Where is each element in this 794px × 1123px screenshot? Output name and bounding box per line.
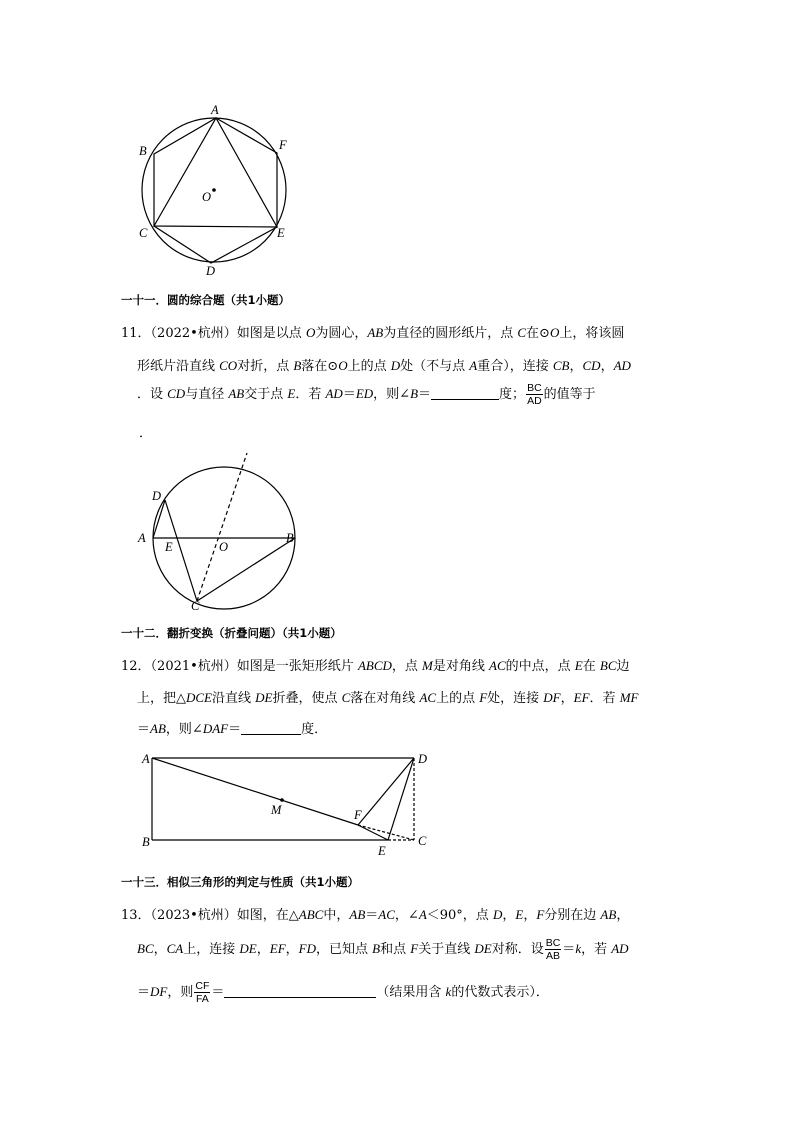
section-title-13: 一十三．相似三角形的判定与性质（共1小题）	[121, 875, 359, 889]
label-a: A	[142, 752, 150, 766]
label-e: E	[378, 844, 386, 858]
label-a: A	[138, 531, 146, 545]
label-c: C	[191, 599, 200, 613]
fraction-cf-fa: $\frac{CF}{FA}$	[195, 980, 210, 1005]
fraction-bc-ab: $\frac{BC}{AB}$	[545, 937, 561, 962]
figure-hexagon-circle	[130, 98, 300, 278]
section-title-11: 一十一．圆的综合题（共1小题）	[121, 293, 290, 307]
label-b: B	[142, 835, 150, 849]
q12-answer-blank[interactable]	[241, 722, 301, 735]
label-o: O	[219, 540, 229, 554]
triangle-ace	[154, 118, 277, 227]
figure-rectangle-fold	[138, 748, 438, 863]
fold-line-co	[197, 453, 247, 601]
q13-line-1: 13．（2023•杭州）如图，在△ABC中，AB＝AC，∠A＜90°，点 D，E，F分别在边 AB，	[121, 907, 630, 923]
label-a: A	[211, 103, 219, 117]
q11-line-4: ．	[139, 426, 153, 441]
rectangle-fold-diagram	[138, 748, 438, 863]
q11-answer-blank-1[interactable]	[431, 387, 499, 400]
figure-circle-fold	[134, 448, 304, 618]
q13-line-3: ＝DF，则 $\frac{CF}{FA}$ ＝ （结果用含 k的代数式表示）．	[137, 980, 549, 1005]
label-d: D	[206, 264, 216, 278]
hexagon-circle-diagram	[130, 98, 300, 278]
q13-answer-blank[interactable]	[224, 985, 376, 998]
label-d: D	[418, 752, 428, 766]
q11-line-2: 形纸片沿直线 CO对折，点 B落在⊙O上的点 D处（不与点 A重合），连接 CB，CD，AD	[137, 358, 631, 374]
midpoint-m-dot	[280, 798, 284, 802]
label-f: F	[279, 138, 287, 152]
label-e: E	[165, 540, 173, 554]
circle-fold-diagram	[134, 448, 304, 618]
diagonal-af	[152, 758, 358, 825]
label-c: C	[139, 226, 148, 240]
center-dot	[212, 188, 216, 192]
segment-fe	[358, 825, 388, 840]
label-m: M	[271, 803, 282, 817]
label-d: D	[152, 489, 162, 503]
label-c: C	[418, 834, 427, 848]
section-title-12: 一十二．翻折变换（折叠问题）（共1小题）	[121, 626, 342, 640]
label-b: B	[139, 144, 147, 158]
q12-line-1: 12．（2021•杭州）如图是一张矩形纸片 ABCD，点 M是对角线 AC的中点，点 E在 BC边	[121, 658, 630, 674]
segment-ad	[153, 500, 165, 538]
label-b: B	[286, 531, 294, 545]
segment-fd	[358, 758, 414, 825]
q11-line-3: ．设 CD与直径 AB交于点 E．若 AD＝ED，则∠B＝ 度； $\frac{BC}{AD}$ 的值等于	[137, 382, 596, 407]
fraction-bc-ad: $\frac{BC}{AD}$	[527, 382, 542, 407]
segment-fc-dashed	[358, 825, 414, 840]
q11-line-1: 11．（2022•杭州）如图是以点 O为圆心，AB为直径的圆形纸片，点 C在⊙O上，将该圆	[121, 325, 625, 341]
q12-line-2: 上，把△DCE沿直线 DE折叠，使点 C落在对角线 AC上的点 F处，连接 DF，EF．若 MF	[137, 690, 639, 706]
label-f: F	[354, 808, 362, 822]
label-e: E	[277, 226, 285, 240]
q12-line-3: ＝AB，则∠DAF＝ 度．	[137, 721, 328, 737]
segment-de	[388, 758, 414, 840]
q13-line-2: BC，CA上，连接 DE，EF，FD，已知点 B和点 F关于直线 DE对称．设 $\frac{BC}{AB}$ ＝k，若 AD	[137, 937, 629, 962]
segment-cb	[197, 538, 295, 601]
label-o: O	[202, 190, 212, 204]
